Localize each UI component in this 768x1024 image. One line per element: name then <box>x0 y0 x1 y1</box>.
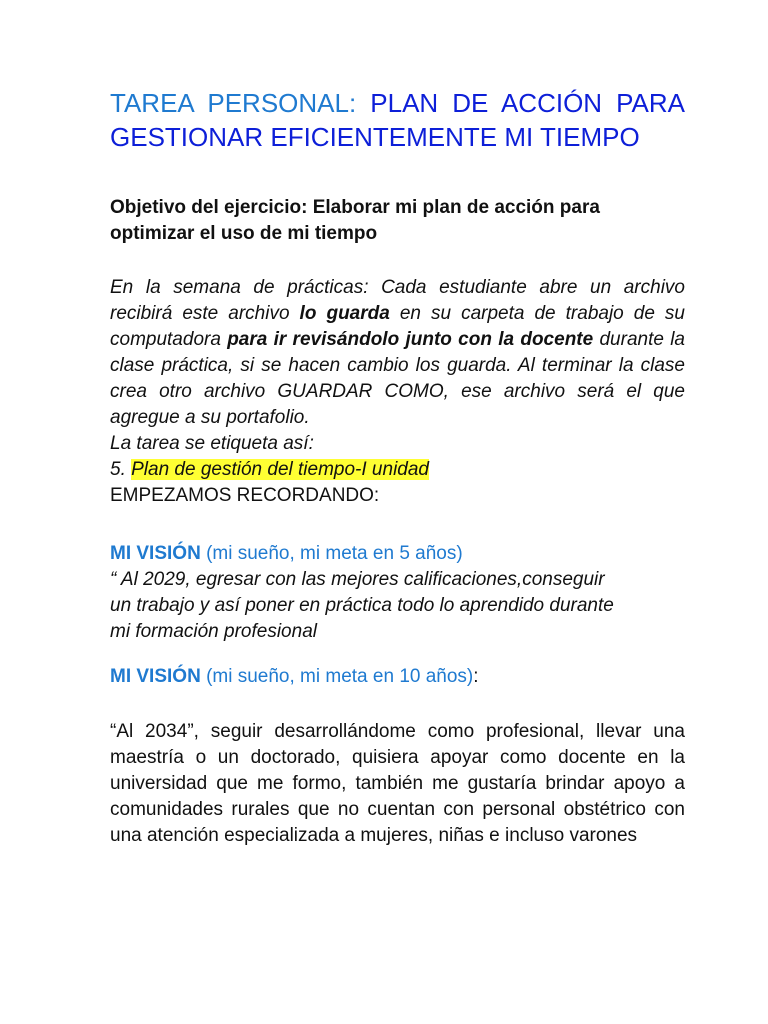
vision-5-line-3: mi formación profesional <box>110 621 317 642</box>
page-title <box>110 86 685 154</box>
vision-5-subtitle: (mi sueño, mi meta en 5 años) <box>200 543 463 564</box>
instructions-text-2: en su carpeta de trabajo de su computadora <box>110 303 685 350</box>
instructions-text-1: En la semana de prácticas: Cada estudiante abre un archivo recibirá este archivo <box>110 277 685 324</box>
tag-instruction: La tarea se etiqueta así: <box>110 433 314 454</box>
instructions-paragraph <box>110 275 685 431</box>
instructions-bold-2: para ir revisándolo junto con la docente <box>227 329 594 350</box>
objective-line-1: Objetivo del ejercicio: Elaborar mi plan de acción para <box>110 197 600 218</box>
vision-10-text: “Al 2034”, seguir desarrollándome como profesional, llevar una maestría o un doctorado, quisiera apoyar como docente en la universidad que me formo, también me gustaría brindar apoyo a comunidades rurales que no cuentan con personal obstétrico con una atención especializada a mujeres, niñas e incluso varones <box>110 721 685 846</box>
vision-5-heading <box>110 541 685 567</box>
vision-10-title: MI VISIÓN <box>110 666 201 687</box>
vision-5-text <box>110 567 685 645</box>
start-heading: EMPEZAMOS RECORDANDO: <box>110 485 380 506</box>
instructions-bold-1: lo guarda <box>299 303 390 324</box>
vision-10-subtitle: (mi sueño, mi meta en 10 años) <box>200 666 474 687</box>
vision-5-title: MI VISIÓN <box>110 543 201 564</box>
title-part-1: TAREA PERSONAL: <box>110 88 357 118</box>
task-label-highlight: Plan de gestión del tiempo-I unidad <box>131 459 429 480</box>
objective-line-2: optimizar el uso de mi tiempo <box>110 223 378 244</box>
vision-5-line-2: un trabajo y así poner en práctica todo lo aprendido durante <box>110 595 614 616</box>
task-label <box>110 457 685 483</box>
vision-10-heading <box>110 664 685 690</box>
objective <box>110 195 685 247</box>
task-number: 5. <box>110 459 132 480</box>
title-part-2: PLAN DE ACCIÓN PARA GESTIONAR EFICIENTEMENTE MI TIEMPO <box>110 88 686 152</box>
vision-10-colon: : <box>473 666 479 687</box>
vision-5-line-1: “ Al 2029, egresar con las mejores calificaciones,conseguir <box>110 569 605 590</box>
instructions-text-3: durante la clase práctica, si se hacen cambio los guarda. Al terminar la clase crea otro archivo GUARDAR COMO, ese archivo será el que agregue a su portafolio. <box>110 329 685 428</box>
